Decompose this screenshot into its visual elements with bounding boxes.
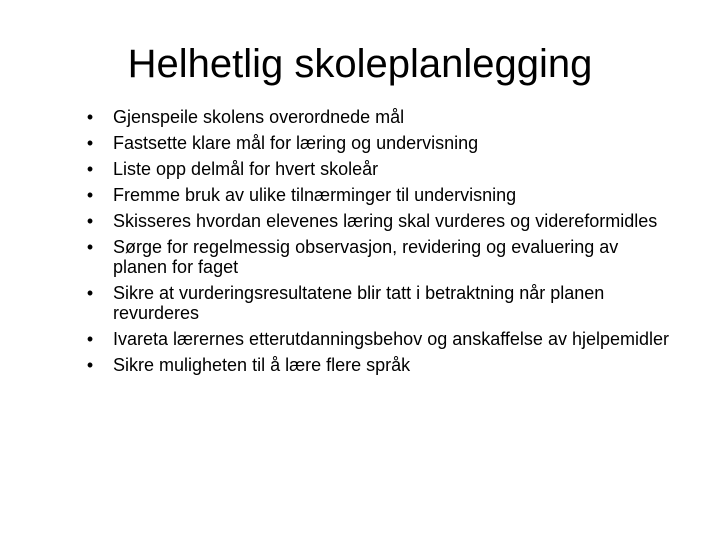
bullet-icon: • [86, 329, 94, 349]
bullet-icon: • [86, 355, 94, 375]
bullet-text: Sikre at vurderingsresultatene blir tatt i betraktning når planen revurderes [113, 283, 605, 323]
bullet-text: Gjenspeile skolens overordnede mål [113, 107, 405, 127]
bullet-list [84, 107, 674, 381]
bullet-item [84, 355, 674, 375]
bullet-text: Skisseres hvordan elevenes læring skal vurderes og videreformidles [113, 211, 658, 231]
bullet-item [84, 185, 674, 205]
bullet-item [84, 329, 674, 349]
bullet-icon: • [86, 133, 94, 153]
bullet-icon: • [86, 185, 94, 205]
bullet-text: Fremme bruk av ulike tilnærminger til undervisning [113, 185, 517, 205]
bullet-text: Ivareta lærernes etterutdanningsbehov og anskaffelse av hjelpemidler [113, 329, 670, 349]
bullet-text: Liste opp delmål for hvert skoleår [113, 159, 379, 179]
bullet-icon: • [86, 237, 94, 257]
slide-title: Helhetlig skoleplanlegging [127, 42, 593, 86]
bullet-item [84, 237, 674, 277]
bullet-text: Fastsette klare mål for læring og undervisning [113, 133, 479, 153]
bullet-item [84, 133, 674, 153]
bullet-item [84, 107, 674, 127]
bullet-item [84, 283, 674, 323]
bullet-icon: • [86, 211, 94, 231]
bullet-item [84, 159, 674, 179]
bullet-icon: • [86, 107, 94, 127]
bullet-text: Sørge for regelmessig observasjon, revidering og evaluering av planen for faget [113, 237, 619, 277]
bullet-item [84, 211, 674, 231]
bullet-text: Sikre muligheten til å lære flere språk [113, 355, 411, 375]
bullet-icon: • [86, 159, 94, 179]
bullet-icon: • [86, 283, 94, 303]
